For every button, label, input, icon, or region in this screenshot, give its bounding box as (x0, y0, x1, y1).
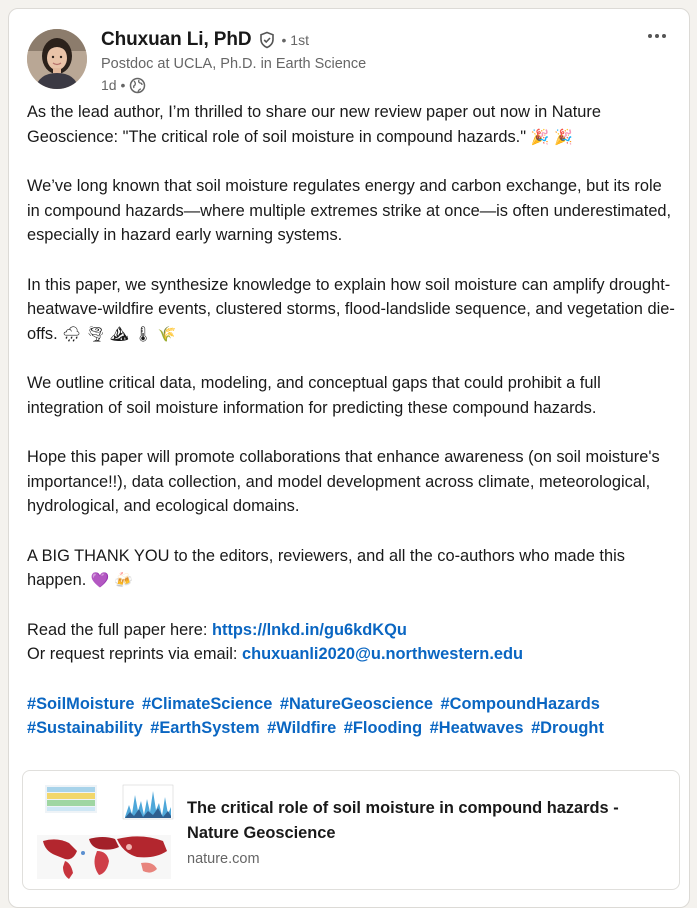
verified-shield-icon (258, 31, 276, 49)
post-paragraph (27, 544, 677, 593)
hashtags (27, 692, 677, 741)
party-popper-icon: 🎉 🎉 (530, 127, 573, 146)
paper-link[interactable]: https://lnkd.in/gu6kdKQu (211, 620, 407, 639)
link-preview-card[interactable] (22, 770, 680, 890)
post-links (27, 618, 677, 667)
dot-icon (662, 34, 666, 38)
post-paragraph: We outline critical data, modeling, and conceptual gaps that could prohibit a full integration of soil moisture information for predicting these compound hazards. (27, 374, 601, 417)
post-time: 1d • (101, 77, 126, 93)
hashtag-link[interactable]: #Drought (531, 719, 604, 738)
hashtag-link[interactable]: #NatureGeoscience (279, 694, 433, 713)
hashtag-link[interactable]: #Flooding (343, 719, 423, 738)
paragraph-text: A BIG THANK YOU to the editors, reviewers, and all the co-authors who made this happen. (27, 546, 625, 590)
author-name[interactable]: Chuxuan Li, PhD (101, 29, 252, 50)
hashtag-link[interactable]: #Heatwaves (429, 719, 524, 738)
more-options-button[interactable] (643, 25, 671, 47)
preview-domain: nature.com (187, 851, 260, 867)
hashtag-link[interactable]: #EarthSystem (150, 719, 260, 738)
post-card (8, 8, 690, 908)
paper-figure-thumbnail-icon (37, 781, 177, 881)
dot-icon (648, 34, 652, 38)
read-label: Read the full paper here: (27, 620, 208, 639)
dot-icon (655, 34, 659, 38)
paragraph-text: In this paper, we synthesize knowledge to explain how soil moisture can amplify drought-heatwave-wildfire events, clustered storms, flood-landslide sequence, and vegetation die-offs. (27, 275, 675, 343)
name-row (101, 27, 669, 53)
connection-degree: • 1st (281, 32, 309, 48)
hashtag-link[interactable]: #ClimateScience (142, 694, 273, 713)
paragraph-text: As the lead author, I’m thrilled to share our new review paper out now in Nature Geoscience: "The critical role of soil moisture in compound hazards." (27, 103, 601, 146)
post-paragraph (27, 100, 677, 149)
person-photo-icon (27, 29, 87, 89)
post-paragraph: We’ve long known that soil moisture regulates energy and carbon exchange, but its role in compound hazards—where multiple extremes strike at once—is often underestimated, especially in hazard early warning systems. (27, 176, 672, 245)
hashtag-link[interactable]: #Sustainability (27, 719, 143, 738)
post-body (27, 100, 677, 741)
author-headline: Postdoc at UCLA, Ph.D. in Earth Science (101, 56, 367, 72)
hashtag-link[interactable]: #Wildfire (267, 719, 337, 738)
post-paragraph: Hope this paper will promote collaborations that enhance awareness (on soil moisture's importance!!), data collection, and model development across climate, meteorological, hydrological, and ecological domains. (27, 448, 660, 516)
email-link[interactable]: chuxuanli2020@u.northwestern.edu (241, 645, 524, 664)
author-avatar[interactable] (27, 29, 87, 89)
heart-cheers-icon: 💜 🍻 (90, 571, 133, 590)
post-meta (101, 75, 669, 95)
post-paragraph (27, 273, 677, 347)
post-header (101, 27, 669, 95)
hashtag-link[interactable]: #SoilMoisture (27, 694, 135, 713)
hashtag-link[interactable]: #CompoundHazards (440, 694, 600, 713)
weather-hazard-icon: 🌧 🌪 ⛰ 🌡 🌾 (62, 324, 177, 343)
globe-icon (129, 77, 146, 94)
reprint-label: Or request reprints via email: (27, 645, 238, 664)
preview-title[interactable]: The critical role of soil moisture in compound hazards - Nature Geoscience (187, 799, 619, 842)
